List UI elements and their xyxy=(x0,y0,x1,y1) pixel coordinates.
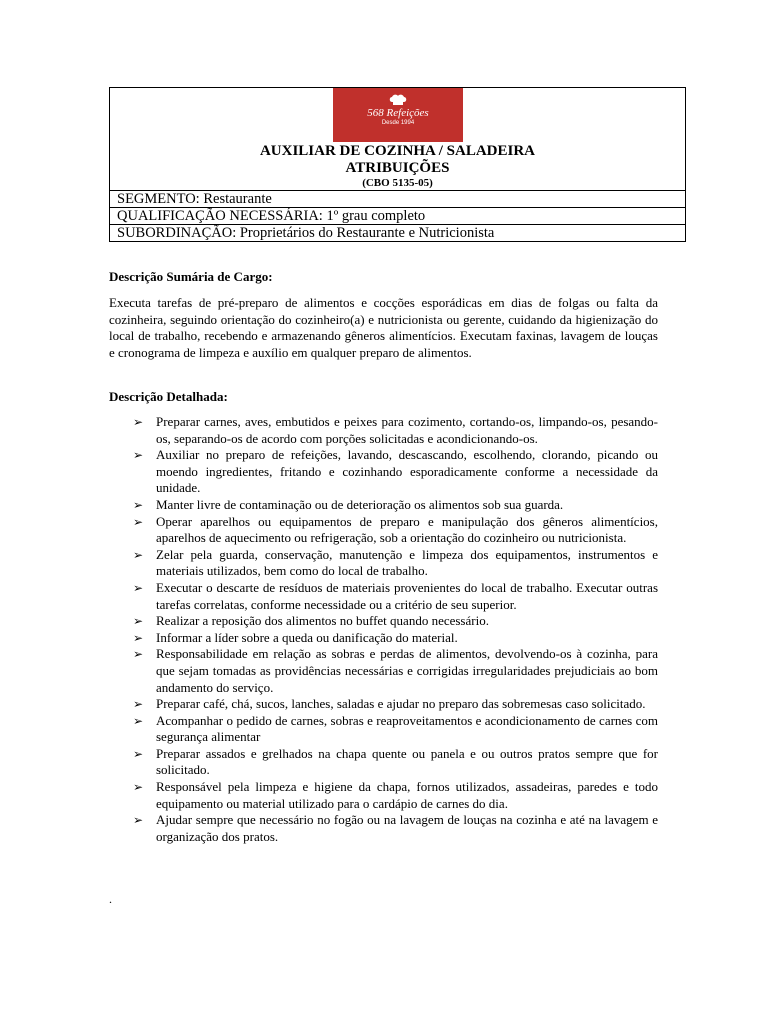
qualification-row: QUALIFICAÇÃO NECESSÁRIA: 1º grau completo xyxy=(110,207,685,224)
arrow-bullet-icon: ➢ xyxy=(133,647,144,662)
list-item-text: Realizar a reposição dos alimentos no buffet quando necessário. xyxy=(156,613,489,629)
list-item xyxy=(130,646,658,696)
list-item xyxy=(130,547,658,580)
list-item-text: Responsabilidade em relação as sobras e perdas de alimentos, devolvendo-os à cozinha, para que sejam tomadas as providências necessárias e corrigidas irregularidades prejudiciais ao bom andamento do serviço. xyxy=(156,646,658,695)
arrow-bullet-icon: ➢ xyxy=(133,547,144,562)
list-item-text: Ajudar sempre que necessário no fogão ou na lavagem de louças na cozinha e até na lavagem e organização dos pratos. xyxy=(156,812,658,844)
arrow-bullet-icon: ➢ xyxy=(133,415,144,429)
list-item xyxy=(130,812,658,845)
list-item-text: Manter livre de contaminação ou de deterioração os alimentos sob sua guarda. xyxy=(156,496,564,512)
duties-list xyxy=(130,414,658,845)
segment-row: SEGMENTO: Restaurante xyxy=(110,190,685,207)
list-item xyxy=(130,746,658,779)
chef-hat-icon xyxy=(388,94,408,106)
arrow-bullet-icon: ➢ xyxy=(133,448,144,463)
list-item xyxy=(130,514,658,547)
arrow-bullet-icon: ➢ xyxy=(133,746,144,761)
list-item-text: Executar o descarte de resíduos de materiais provenientes do local de trabalho. Executar outras tarefas correlatas, conforme necessidade ou a critério de seu superior. xyxy=(156,579,658,612)
list-item xyxy=(130,713,658,746)
list-item-text: Preparar café, chá, sucos, lanches, saladas e ajudar no preparo das sobremesas caso solicitado. xyxy=(156,696,646,712)
arrow-bullet-icon: ➢ xyxy=(133,580,144,595)
company-logo xyxy=(333,88,463,142)
arrow-bullet-icon: ➢ xyxy=(133,780,144,795)
header-table xyxy=(109,87,686,242)
job-title: AUXILIAR DE COZINHA / SALADEIRA xyxy=(259,143,536,159)
arrow-bullet-icon: ➢ xyxy=(133,614,144,629)
summary-heading: Descrição Sumária de Cargo: xyxy=(109,269,273,284)
logo-since: Desde 1994 xyxy=(381,120,415,126)
cbo-code: (CBO 5135-05) xyxy=(362,177,433,189)
arrow-bullet-icon: ➢ xyxy=(133,697,144,712)
list-item-text: Responsável pela limpeza e higiene da chapa, fornos utilizados, assadeiras, paredes e todo equipamento ou material utilizado para o cardápio de carnes do dia. xyxy=(156,779,658,811)
subordination-row: SUBORDINAÇÃO: Proprietários do Restaurante e Nutricionista xyxy=(110,224,685,241)
list-item xyxy=(130,447,658,497)
list-item-text: Preparar carnes, aves, embutidos e peixes para cozimento, cortando-os, limpando-os, pesando-os, separando-os de acordo com porções solicitadas e acondicionando-os. xyxy=(156,414,658,446)
list-item xyxy=(130,497,658,514)
list-item xyxy=(130,613,658,630)
arrow-bullet-icon: ➢ xyxy=(133,630,144,645)
list-item-text: Preparar assados e grelhados na chapa quente ou panela e ou outros pratos sempre que for solicitado. xyxy=(156,745,658,778)
list-item-text: Zelar pela guarda, conservação, manutenção e limpeza dos equipamentos, instrumentos e materiais utilizados, bem como do local de trabalho. xyxy=(156,546,658,579)
trailing-dot: . xyxy=(109,892,112,906)
list-item-text: Acompanhar o pedido de carnes, sobras e reaproveitamentos e acondicionamento de carnes com segurança alimentar xyxy=(156,712,658,745)
list-item xyxy=(130,630,658,647)
summary-text: Executa tarefas de pré-preparo de alimentos e cocções esporádicas em dias de folgas ou falta da cozinheira, seguindo orientação do cozinheiro(a) e nutricionista ou gerente, cuidando da higienização do local de trabalho, recebendo e armazenando gêneros alimentícios. Executam faxinas, lavagem de louças e cronograma de limpeza e auxílio em qualquer preparo de alimentos. xyxy=(109,295,658,360)
list-item xyxy=(130,580,658,613)
arrow-bullet-icon: ➢ xyxy=(133,713,144,728)
arrow-bullet-icon: ➢ xyxy=(133,497,144,512)
job-subtitle: ATRIBUIÇÕES xyxy=(345,160,450,176)
arrow-bullet-icon: ➢ xyxy=(133,813,144,828)
list-item xyxy=(130,414,658,447)
list-item-text: Auxiliar no preparo de refeições, lavando, descascando, escolhendo, clorando, picando ou moendo ingredientes, fritando e cozinhando esporadicamente conforme a necessidade da unidade. xyxy=(156,447,658,496)
list-item xyxy=(130,696,658,713)
detailed-heading: Descrição Detalhada: xyxy=(109,389,228,404)
list-item-text: Operar aparelhos ou equipamentos de preparo e manipulação dos gêneros alimentícios, aparelhos de aquecimento ou refrigeração, sob a orientação do cozinheiro ou nutricionista. xyxy=(156,513,658,546)
arrow-bullet-icon: ➢ xyxy=(133,514,144,529)
logo-brand: 568 Refeições xyxy=(367,107,429,119)
list-item-text: Informar a líder sobre a queda ou danificação do material. xyxy=(156,629,458,645)
list-item xyxy=(130,779,658,812)
